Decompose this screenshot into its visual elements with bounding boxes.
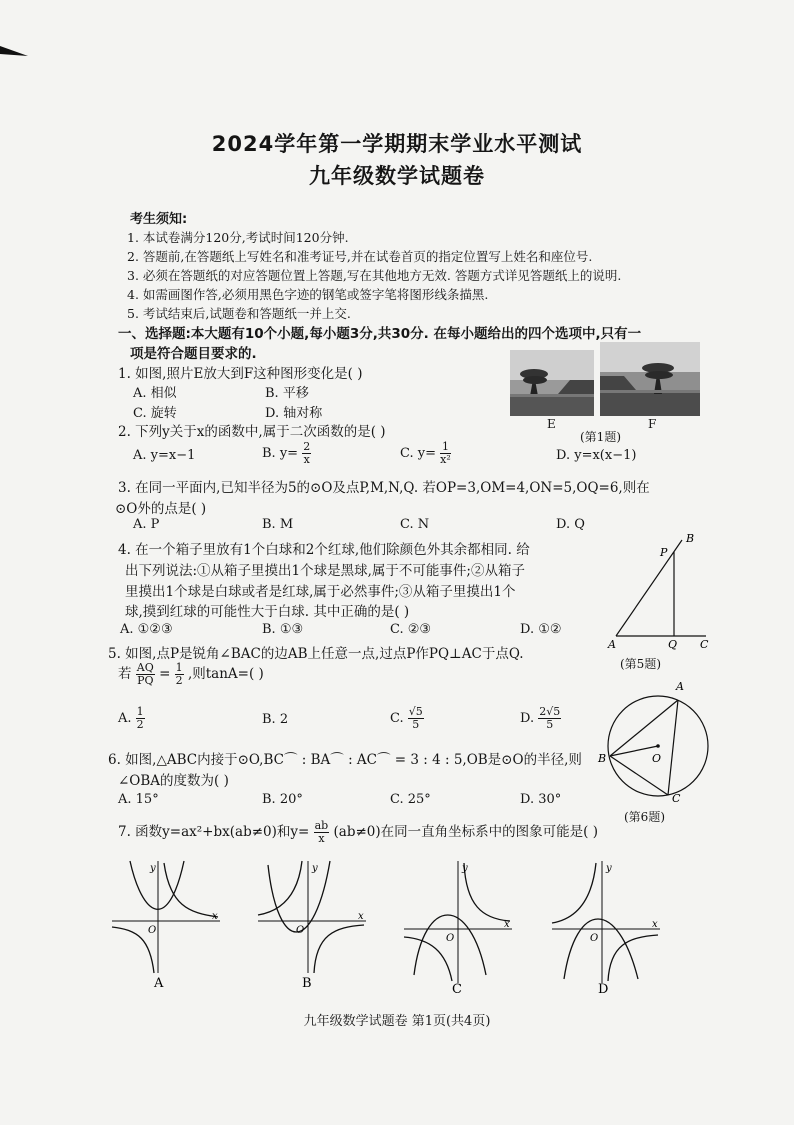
q5-label-c: C	[700, 638, 709, 650]
q1-stem: 1. 如图,照片E放大到F这种图形变化是( )	[118, 366, 363, 382]
q7-fraction-ab-x	[314, 820, 330, 845]
q4-option-b: B. ①③	[262, 622, 304, 637]
q5-label-q: Q	[668, 638, 678, 650]
q5-fraction-half	[175, 662, 184, 687]
q7-graph-d	[548, 855, 664, 995]
fraction-numerator: ab	[314, 819, 329, 832]
origin-label: O	[296, 925, 305, 936]
fraction-denominator: PQ	[137, 674, 154, 687]
notice-item-2: 2. 答题前,在答题纸上写姓名和准考证号,并在试卷首页的指定位置写上姓名和座位号.	[127, 249, 593, 264]
notice-heading: 考生须知:	[130, 212, 188, 227]
q6-option-a: A. 15°	[118, 792, 159, 807]
q4-line2: 出下列说法:①从箱子里摸出1个球是黑球,属于不可能事件;②从箱子	[125, 563, 525, 579]
q7-graph-b	[254, 855, 370, 995]
q2-option-c-fraction	[440, 441, 451, 466]
q2-option-c-prefix: C. y=	[400, 446, 436, 461]
q1-option-a: A. 相似	[133, 386, 177, 401]
photo-e-label: E	[547, 417, 556, 431]
q2-option-b-prefix: B. y=	[262, 446, 299, 461]
origin-label: O	[148, 925, 157, 936]
axis-label-y: y	[462, 863, 468, 874]
q7-stem-suffix: (ab≠0)在同一直角坐标系中的图象可能是( )	[333, 824, 598, 840]
q3-option-b: B. M	[262, 517, 294, 532]
q7-graph-c	[400, 855, 516, 995]
q5-option-a	[118, 706, 145, 731]
axis-label-y: y	[606, 863, 612, 874]
q1-option-d: D. 轴对称	[265, 406, 323, 421]
q1-figure-caption: (第1题)	[580, 430, 621, 444]
origin-label: O	[446, 933, 455, 944]
q5-option-d-prefix: D.	[520, 711, 535, 726]
q5-tail: ,则tanA=( )	[187, 666, 264, 682]
fraction-denominator: x²	[440, 453, 451, 466]
q5-label-a: A	[608, 638, 616, 650]
q3-line2: ⊙O外的点是( )	[115, 501, 207, 517]
q7-stem-prefix: 7. 函数y=ax²+bx(ab≠0)和y=	[118, 824, 310, 840]
fraction-numerator: 2	[303, 440, 311, 453]
notice-item-5: 5. 考试结束后,试题卷和答题纸一并上交.	[127, 306, 351, 321]
exam-title: 2024学年第一学期期末学业水平测试	[211, 132, 583, 156]
fraction-numerator: 1	[441, 440, 449, 453]
section1-line1: 一、选择题:本大题有10个小题,每小题3分,共30分. 在每小题给出的四个选项中,只有一	[118, 326, 642, 342]
fraction-denominator: x	[318, 832, 325, 845]
fraction-numerator: AQ	[136, 661, 154, 674]
q4-line3: 里摸出1个球是白球或者是红球,属于必然事件;③从箱子里摸出1个	[125, 584, 516, 600]
graph-label: D	[598, 982, 609, 995]
q5-option-c-prefix: C.	[390, 711, 404, 726]
q5-fraction-aq-pq	[136, 662, 155, 687]
fraction-denominator: 5	[546, 718, 554, 731]
q5-option-a-prefix: A.	[118, 711, 132, 726]
q1-option-b: B. 平移	[265, 386, 309, 401]
q3-option-a: A. P	[133, 517, 160, 532]
q7-graph-a	[108, 855, 224, 995]
q5-line2	[118, 662, 264, 687]
photo-e	[510, 350, 594, 416]
q3-option-c: C. N	[400, 517, 430, 532]
q6-figure-caption: (第6题)	[624, 810, 665, 824]
axis-label-y: y	[150, 863, 156, 874]
fraction-denominator: 2	[175, 674, 183, 687]
fraction-denominator: x	[303, 453, 310, 466]
q2-option-a: A. y=x−1	[133, 448, 196, 463]
q5-equals: =	[159, 666, 175, 682]
q5-figure-caption: (第5题)	[620, 657, 661, 671]
q2-option-d: D. y=x(x−1)	[556, 448, 637, 463]
q5-label-b: B	[686, 532, 695, 545]
axis-label-x: x	[358, 911, 364, 922]
fraction-denominator: 5	[412, 718, 420, 731]
axis-label-x: x	[504, 919, 510, 930]
graph-label: B	[302, 976, 312, 991]
q2-option-b-fraction	[302, 441, 311, 466]
axis-label-y: y	[312, 863, 318, 874]
q6-circle-figure	[596, 676, 720, 804]
fraction-numerator: 2√5	[539, 705, 561, 718]
graph-label: C	[452, 982, 462, 995]
q3-option-d: D. Q	[556, 517, 585, 532]
fraction-numerator: 1	[136, 705, 144, 718]
notice-item-4: 4. 如需画图作答,必须用黑色字迹的钢笔或签字笔将图形线条描黑.	[127, 287, 489, 302]
q5-label-p: P	[660, 546, 668, 559]
q5-line1: 5. 如图,点P是锐角∠BAC的边AB上任意一点,过点P作PQ⊥AC于点Q.	[108, 646, 524, 662]
q6-option-b: B. 20°	[262, 792, 303, 807]
q4-option-a: A. ①②③	[120, 622, 173, 637]
q1-option-c: C. 旋转	[133, 406, 177, 421]
section1-line2: 项是符合题目要求的.	[130, 346, 257, 362]
q3-line1: 3. 在同一平面内,已知半径为5的⊙O及点P,M,N,Q. 若OP=3,OM=4,ON=5,OQ=6,则在	[118, 480, 650, 496]
fraction-numerator: 1	[175, 661, 183, 674]
q4-option-c: C. ②③	[390, 622, 432, 637]
q5-option-d-fraction	[538, 706, 561, 731]
q2-stem: 2. 下列y关于x的函数中,属于二次函数的是( )	[118, 424, 386, 440]
graph-label: A	[154, 976, 164, 991]
q4-line4: 球,摸到红球的可能性大于白球. 其中正确的是( )	[125, 604, 410, 620]
q6-option-c: C. 25°	[390, 792, 431, 807]
q5-option-a-fraction	[136, 706, 145, 731]
exam-subtitle: 九年级数学试题卷	[309, 164, 485, 188]
q4-line1: 4. 在一个箱子里放有1个白球和2个红球,他们除颜色外其余都相同. 给	[118, 542, 530, 558]
q6-label-c: C	[672, 792, 681, 804]
q2-option-c	[400, 441, 451, 466]
notice-item-3: 3. 必须在答题纸的对应答题位置上答题,写在其他地方无效. 答题方式详见答题纸上的说明.	[127, 268, 622, 283]
q6-option-d: D. 30°	[520, 792, 562, 807]
fraction-numerator: √5	[408, 705, 423, 718]
axis-label-x: x	[652, 919, 658, 930]
q6-line1: 6. 如图,△ABC内接于⊙O,BC⌒ : BA⌒ : AC⌒ = 3 : 4 : 5,OB是⊙O的半径,则	[108, 752, 582, 768]
q6-label-o: O	[652, 752, 662, 765]
origin-label: O	[590, 933, 599, 944]
q6-label-b: B	[598, 752, 607, 765]
q5-option-b: B. 2	[262, 712, 289, 727]
q2-option-b	[262, 441, 311, 466]
page-footer: 九年级数学试题卷 第1页(共4页)	[303, 1014, 491, 1029]
axis-label-x: x	[212, 911, 218, 922]
q5-option-c-fraction	[408, 706, 424, 731]
q6-label-a: A	[676, 680, 684, 693]
photo-f-label: F	[648, 417, 657, 431]
q5-triangle-figure	[606, 530, 716, 650]
q7-stem	[118, 820, 598, 845]
q5-option-d	[520, 706, 561, 731]
q6-line2: ∠OBA的度数为( )	[118, 773, 229, 789]
q5-if: 若	[118, 666, 132, 682]
photo-f	[600, 342, 700, 416]
notice-item-1: 1. 本试卷满分120分,考试时间120分钟.	[127, 230, 349, 245]
fraction-denominator: 2	[136, 718, 144, 731]
scan-corner-mark	[0, 40, 30, 62]
q4-option-d: D. ①②	[520, 622, 562, 637]
q5-option-c	[390, 706, 424, 731]
